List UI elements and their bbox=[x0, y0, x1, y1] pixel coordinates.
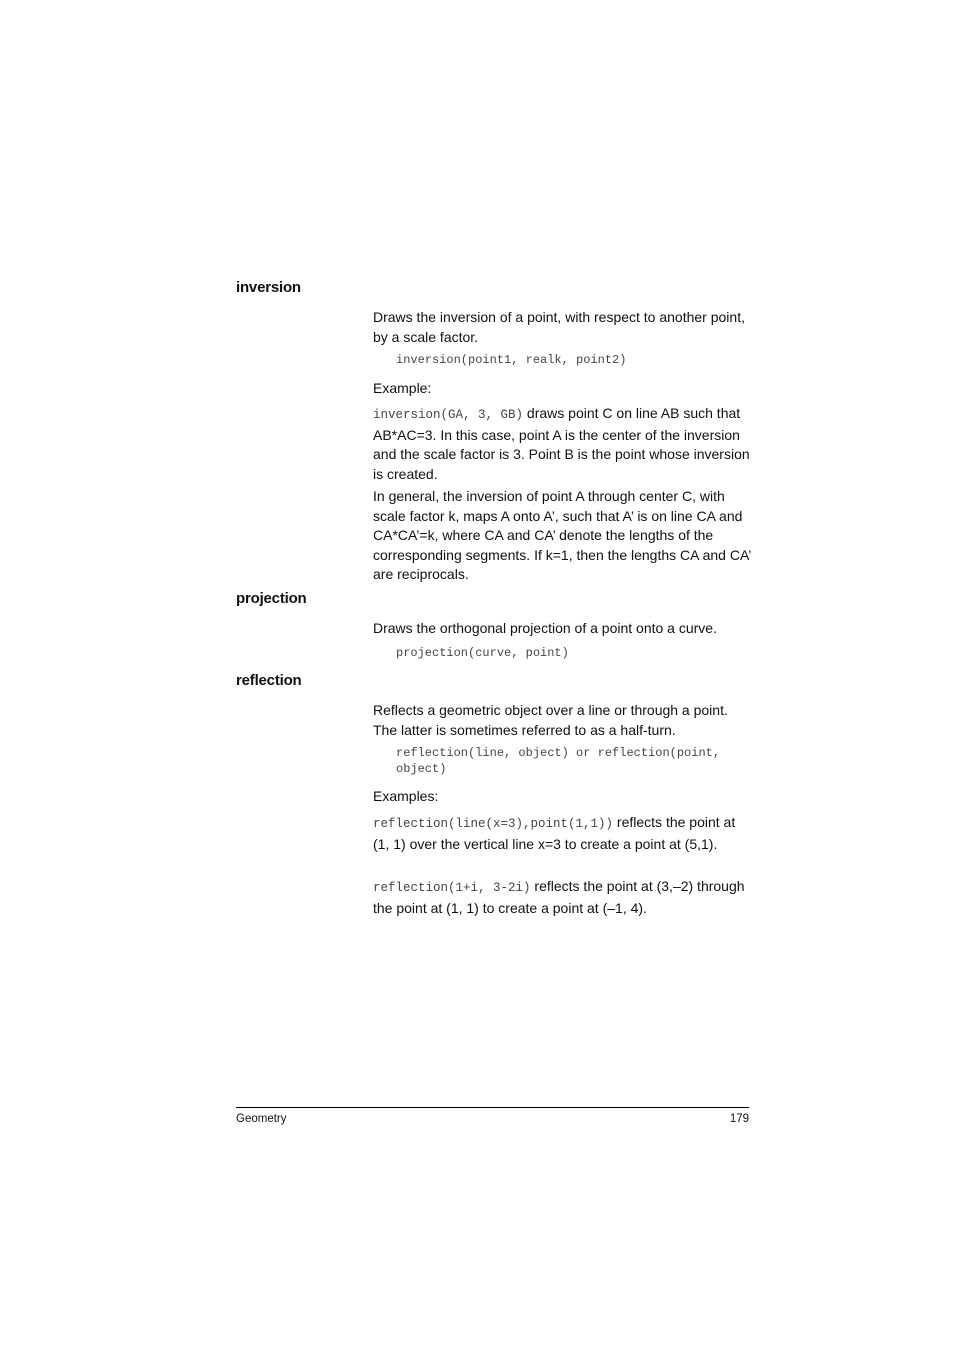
projection-heading: projection bbox=[236, 590, 307, 607]
projection-description: Draws the orthogonal projection of a point onto a curve. bbox=[373, 620, 717, 636]
reflection-example1-text: reflects the point at (1, 1) over the vertical line x=3 to create a point at (5,1). bbox=[373, 814, 736, 852]
inversion-heading: inversion bbox=[236, 279, 301, 296]
reflection-example2 bbox=[373, 877, 751, 918]
inversion-general-text: In general, the inversion of point A through center C, with scale factor k, maps A onto A’, such that A’ is on line CA and CA*CA’=k, where CA and CA’ denote the lengths of the corresponding segments. If k=1, then the lengths CA and CA’ are reciprocals. bbox=[373, 488, 751, 582]
reflection-example1 bbox=[373, 813, 751, 854]
reflection-description: Reflects a geometric object over a line or through a point. The latter is sometimes referred to as a half-turn. bbox=[373, 702, 728, 738]
inversion-example-text: draws point C on line AB such that AB*AC=3. In this case, point A is the center of the inversion and the scale factor is 3. Point B is the point whose inversion is created. bbox=[373, 405, 750, 482]
reflection-example1-code: reflection(line(x=3),point(1,1)) bbox=[373, 817, 614, 831]
footer-page-number: 179 bbox=[729, 1113, 749, 1125]
reflection-examples-label: Examples: bbox=[373, 788, 439, 804]
reflection-syntax: reflection(line, object) or reflection(point, object) bbox=[396, 746, 728, 776]
reflection-heading: reflection bbox=[236, 672, 302, 689]
inversion-description: Draws the inversion of a point, with respect to another point, by a scale factor. bbox=[373, 309, 745, 345]
inversion-example-label: Example: bbox=[373, 380, 432, 396]
reflection-example2-text: reflects the point at (3,–2) through the point at (1, 1) to create a point at (–1, 4). bbox=[373, 878, 745, 916]
inversion-syntax: inversion(point1, realk, point2) bbox=[396, 353, 627, 367]
reflection-example2-code: reflection(1+i, 3-2i) bbox=[373, 881, 531, 895]
footer-chapter: Geometry bbox=[236, 1113, 287, 1125]
inversion-example bbox=[373, 404, 751, 484]
footer-rule bbox=[236, 1107, 749, 1108]
projection-syntax: projection(curve, point) bbox=[396, 646, 569, 660]
inversion-example-code: inversion(GA, 3, GB) bbox=[373, 408, 524, 422]
